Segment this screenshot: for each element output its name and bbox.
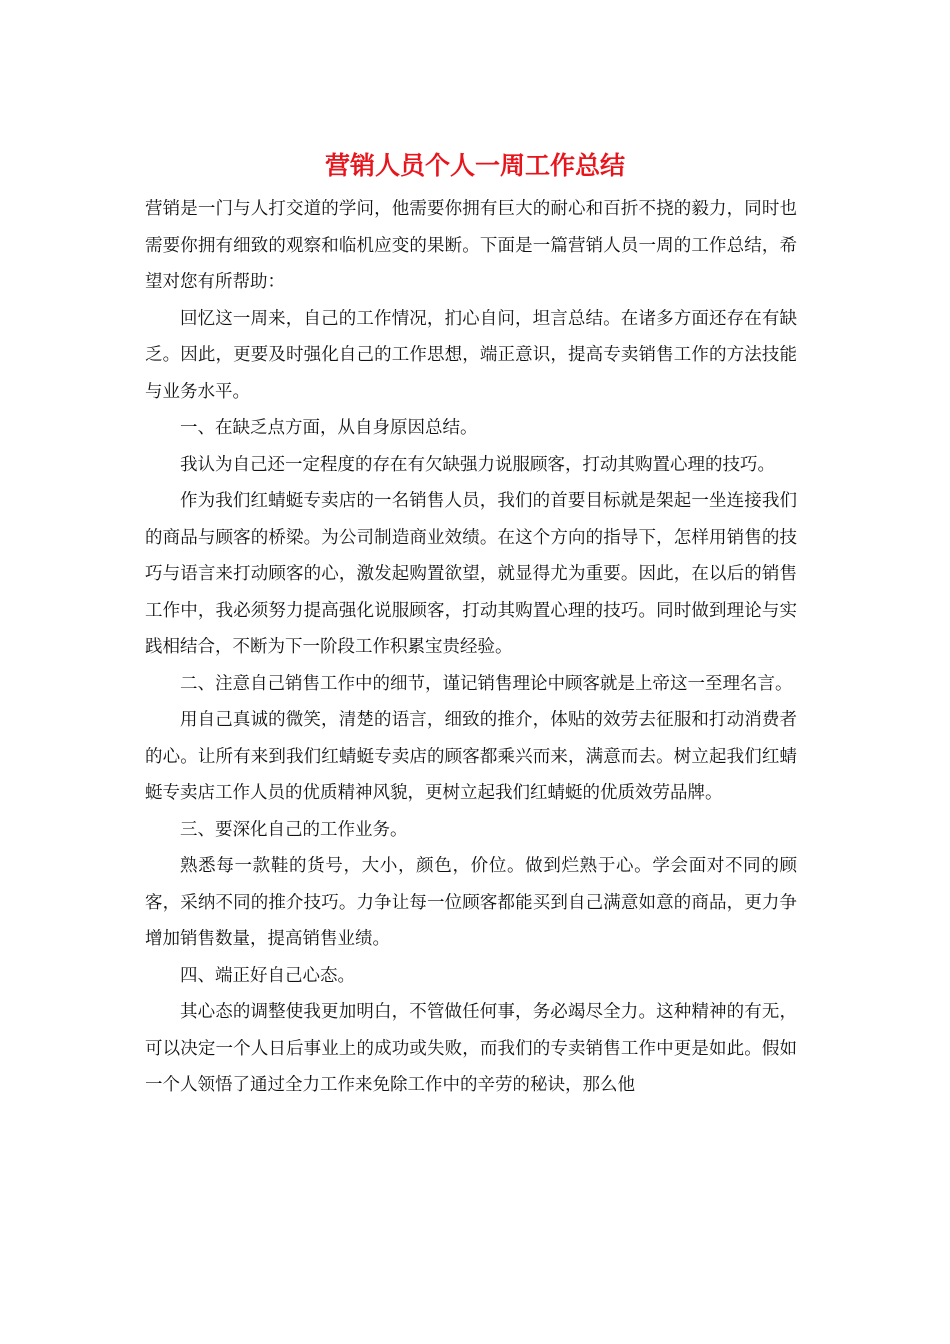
section-heading: 四、端正好自己心态。 [180, 965, 355, 986]
section-heading: 一、在缺乏点方面，从自身原因总结。 [180, 418, 478, 438]
paragraph: 回忆这一周来，自己的工作情况，扪心自问，坦言总结。在诸多方面还存在有缺乏。因此，更要及时强化自己的工作思想，端正意识，提高专卖销售工作的方法技能与业务水平。 [145, 308, 797, 402]
paragraph: 用自己真诚的微笑，清楚的语言，细致的推介，体贴的效劳去征服和打动消费者的心。让所有来到我们红蜻蜓专卖店的顾客都乘兴而来，满意而去。树立起我们红蜻蜓专卖店工作人员的优质精神风貌，更树立起我们红蜻蜓的优质效劳品牌。 [145, 710, 797, 803]
section-heading: 二、注意自己销售工作中的细节，谨记销售理论中顾客就是上帝这一至理名言。 [180, 673, 793, 694]
paragraph: 其心态的调整使我更加明白，不管做任何事，务必竭尽全力。这种精神的有无，可以决定一个人日后事业上的成功或失败，而我们的专卖销售工作中更是如此。假如一个人领悟了通过全力工作来免除工作中的辛劳的秘诀，那么他 [145, 1002, 797, 1095]
paragraph-intro: 营销是一门与人打交道的学问，他需要你拥有巨大的耐心和百折不挠的毅力，同时也需要你拥有细致的观察和临机应变的果断。下面是一篇营销人员一周的工作总结，希望对您有所帮助： [145, 199, 797, 292]
document-title: 营销人员个人一周工作总结 [324, 151, 625, 180]
paragraph: 熟悉每一款鞋的货号，大小，颜色，价位。做到烂熟于心。学会面对不同的顾客，采纳不同的推介技巧。力争让每一位顾客都能买到自己满意如意的商品，更力争增加销售数量，提高销售业绩。 [145, 856, 797, 949]
section-heading: 三、要深化自己的工作业务。 [180, 819, 408, 840]
paragraph: 我认为自己还一定程度的存在有欠缺强力说服顾客，打动其购置心理的技巧。 [180, 454, 775, 475]
document-body [145, 191, 797, 1104]
paragraph: 作为我们红蜻蜓专卖店的一名销售人员，我们的首要目标就是架起一坐连接我们的商品与顾客的桥梁。为公司制造商业效绩。在这个方向的指导下，怎样用销售的技巧与语言来打动顾客的心，激发起购置欲望，就显得尤为重要。因此，在以后的销售工作中，我必须努力提高强化说服顾客，打动其购置心理的技巧。同时做到理论与实践相结合，不断为下一阶段工作积累宝贵经验。 [145, 491, 797, 657]
